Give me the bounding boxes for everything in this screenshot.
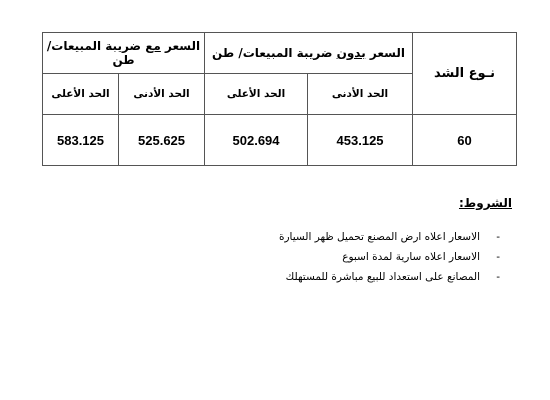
header-price-without-tax [205,33,413,74]
subheader-without-min: الحد الأدنى [308,74,413,115]
subheader-with-min: الحد الأدنى [119,74,205,115]
table-row [43,115,517,166]
cell-type: 60 [413,115,517,166]
bullet-dash: - [496,231,500,243]
subheader-without-max: الحد الأعلى [205,74,308,115]
header-type-cell [413,33,517,115]
term-text: الاسعار اعلاه ارض المصنع تحميل ظهر السيارة [278,231,480,243]
terms-list [278,227,500,287]
header-with-suffix: ضريبة المبيعات/ طن [46,39,146,67]
term-text: الاسعار اعلاه سارية لمدة اسبوع [342,251,480,263]
header-with-emphasis: مع [145,39,161,53]
price-table [42,32,517,166]
list-item [278,227,500,247]
term-text: المصانع على استعداد للبيع مباشرة للمستهلك [285,271,480,283]
header-price-with-tax [43,33,205,74]
bullet-dash: - [496,251,500,263]
header-without-prefix: السعر [365,46,405,60]
subheader-with-max: الحد الأعلى [43,74,119,115]
header-with-prefix: السعر [160,39,201,53]
list-item [279,267,500,287]
terms-title: الشروط: [458,196,512,210]
header-without-emphasis: بدون [336,46,366,60]
list-item [279,247,500,267]
header-type-label: نـوع الشد [434,66,496,81]
table-header-row [43,33,517,74]
cell-with-max: 583.125 [43,115,119,166]
bullet-dash: - [496,271,500,283]
cell-without-max: 502.694 [205,115,308,166]
cell-without-min: 453.125 [308,115,413,166]
header-without-suffix: ضريبة المبيعات/ طن [212,46,337,60]
cell-with-min: 525.625 [119,115,205,166]
